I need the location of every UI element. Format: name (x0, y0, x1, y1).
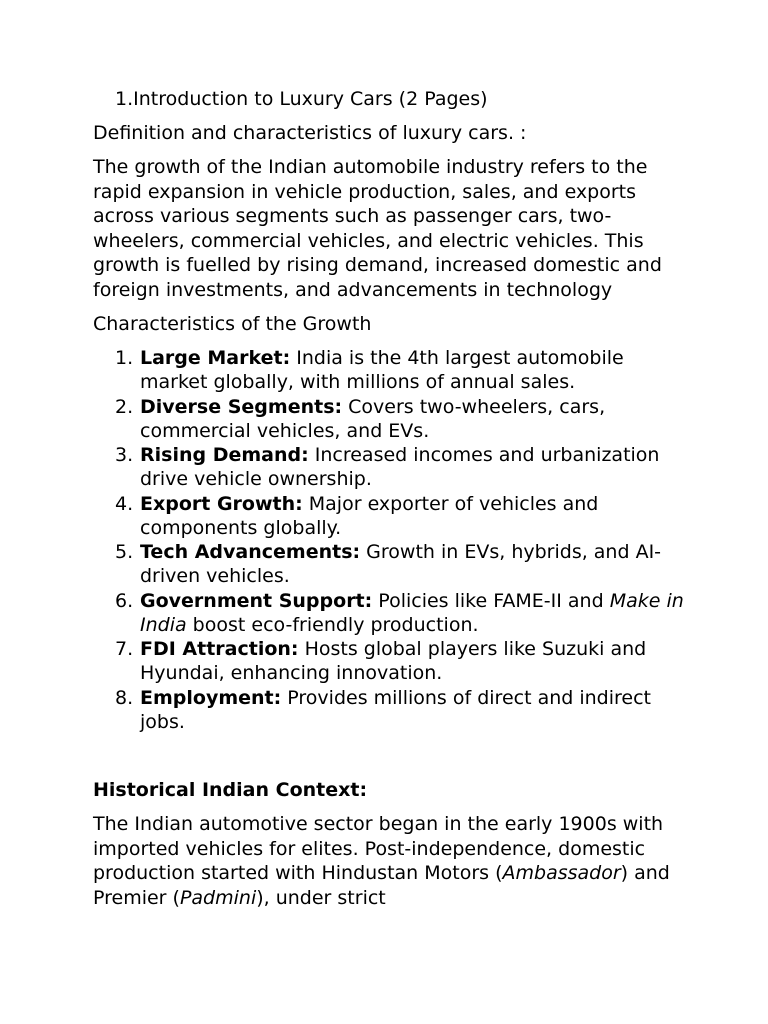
italic-text-ambassador: Ambassador (502, 862, 621, 884)
heading-number: 1. (115, 88, 134, 110)
list-item (93, 443, 688, 492)
intro-paragraph: The growth of the Indian automobile industry refers to the rapid expansion in vehicle production, sales, and exports across various segments such as passenger cars, two-wheelers, commercial vehicles, and electric vehicles. This growth is fuelled by rising demand, increased domestic and foreign investments, and advancements in technology (93, 156, 662, 301)
list-item (93, 637, 688, 686)
italic-text-padmini: Padmini (179, 886, 257, 909)
historical-context-title: Historical Indian Context: (93, 779, 368, 801)
list-item-title: Large Market: (140, 347, 291, 369)
list-item-text: India is the 4th largest automobile market globally, with millions of annual sales. (140, 347, 624, 394)
list-item-number: 4. (115, 492, 134, 515)
paragraph-text: ) and Premier ( (93, 862, 670, 909)
list-item-number: 7. (115, 638, 134, 660)
list-item-text: Covers two-wheelers, cars, commercial vehicles, and EVs. (140, 395, 606, 442)
paragraph-text: The Indian automotive sector began in the early 1900s with imported vehicles for elites. Post-independence, domestic production started with Hindustan Motors ( (93, 813, 664, 884)
list-item-text: Hosts global players like Suzuki and Hyundai, enhancing innovation. (140, 638, 647, 685)
list-item-title: Rising Demand: (140, 444, 309, 466)
list-item (93, 492, 688, 541)
list-item-number: 3. (115, 444, 134, 466)
list-item-title: Government Support: (140, 589, 373, 612)
list-item-text: Major exporter of vehicles and components globally. (140, 492, 599, 539)
list-item-title: Tech Advancements: (140, 541, 361, 563)
list-item-number: 1. (115, 347, 134, 369)
list-item (93, 589, 688, 638)
list-item-italic-text: Make in India (140, 589, 684, 636)
list-item-title: Export Growth: (140, 492, 303, 515)
list-item (93, 686, 688, 735)
list-item-text: Growth in EVs, hybrids, and AI-driven vehicles. (140, 541, 662, 588)
list-item (93, 395, 688, 444)
list-item-number: 8. (115, 686, 134, 709)
list-item-text: boost eco-friendly production. (186, 613, 479, 636)
document-heading (93, 87, 688, 111)
list-item-title: FDI Attraction: (140, 638, 299, 660)
list-item-number: 6. (115, 589, 134, 612)
list-item (93, 540, 688, 589)
list-item-number: 5. (115, 541, 134, 563)
list-item-title: Employment: (140, 686, 282, 709)
list-item-text: Increased incomes and urbanization drive vehicle ownership. (140, 444, 660, 491)
paragraph-text: ), under strict (256, 886, 386, 909)
characteristics-heading: Characteristics of the Growth (93, 313, 372, 335)
historical-context-paragraph (93, 812, 688, 910)
list-item-text: Policies like FAME-II and (372, 589, 610, 612)
characteristics-list (93, 346, 688, 734)
list-item (93, 346, 688, 395)
list-item-text: Provides millions of direct and indirect jobs. (140, 686, 651, 733)
list-item-title: Diverse Segments: (140, 395, 343, 418)
list-item-number: 2. (115, 395, 134, 418)
heading-text: Introduction to Luxury Cars (2 Pages) (133, 88, 488, 110)
definition-line: Definition and characteristics of luxury cars. : (93, 122, 527, 144)
